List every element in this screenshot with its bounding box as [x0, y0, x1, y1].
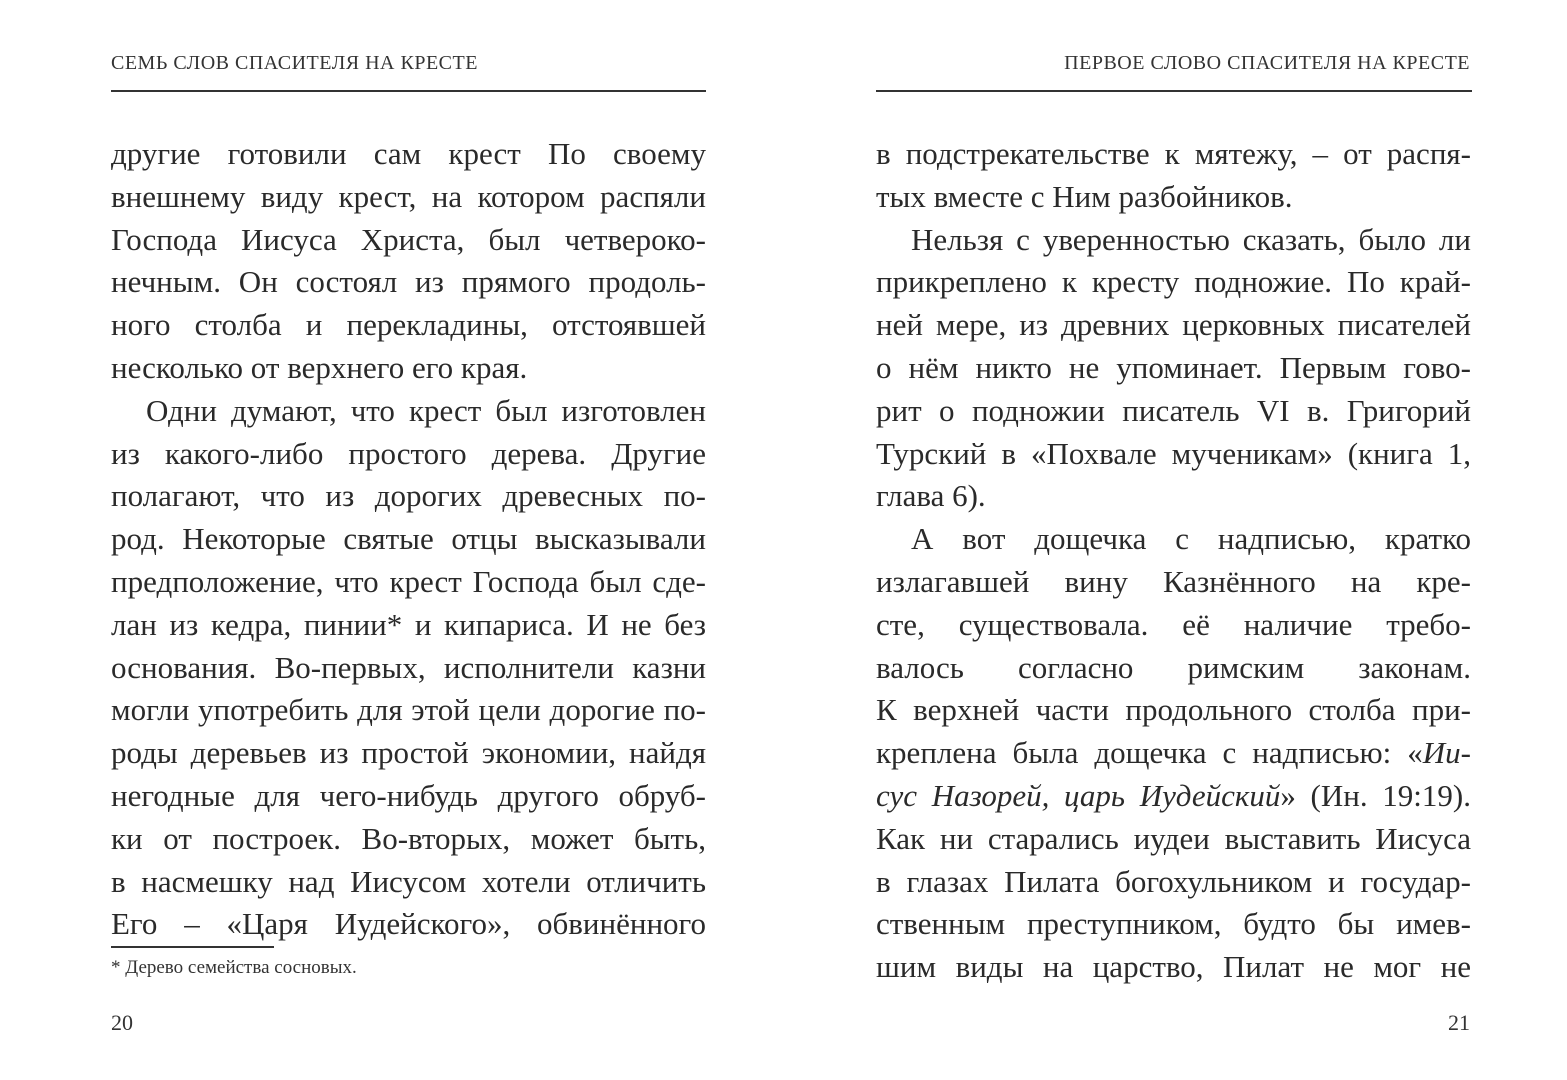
left-header-rule	[111, 90, 706, 92]
text-segment: » (Ин. 19:19).	[1280, 777, 1471, 813]
text-line: другие готовили сам крест По своему	[111, 136, 706, 171]
text-line: нечным. Он состоял из прямого продоль-	[111, 264, 706, 300]
footnote: * Дерево семейства сосновых.	[111, 957, 357, 978]
footnote-rule	[111, 946, 274, 948]
text-line: основания. Во-первых, исполнители казни	[111, 649, 706, 685]
text-line: излагавшей вину Казнённого на кре-	[876, 563, 1471, 599]
right-page	[783, 0, 1567, 1080]
text-line: род. Некоторые святые отцы высказывали	[111, 521, 706, 557]
text-line: тых вместе с Ним разбойников.	[876, 178, 1293, 214]
text-line: Одни думают, что крест был изготовлен	[146, 392, 706, 428]
text-line: А вот дощечка с надписью, кратко	[911, 521, 1471, 557]
text-line: в насмешку над Иисусом хотели отличить	[111, 863, 706, 899]
text-line: Нельзя с уверенностью сказать, было ли	[911, 221, 1471, 257]
text-line: Турский в «Похвале мученикам» (книга 1,	[876, 435, 1471, 471]
text-line: полагают, что из дорогих древесных по-	[111, 478, 706, 514]
text-line: Его – «Царя Иудейского», обвинённого	[111, 906, 706, 942]
text-line: в подстрекательстве к мятежу, – от распя-	[876, 136, 1471, 171]
right-running-head: ПЕРВОЕ СЛОВО СПАСИТЕЛЯ НА КРЕСТЕ	[1064, 52, 1470, 74]
italic-quote: Ии-	[1422, 735, 1471, 771]
text-line: в глазах Пилата богохульником и государ-	[876, 863, 1471, 899]
text-line: прикреплено к кресту подножие. По край-	[876, 264, 1471, 300]
text-line: Как ни старались иудеи выставить Иисуса	[876, 820, 1471, 856]
text-line: внешнему виду крест, на котором распяли	[111, 178, 706, 214]
text-line: лан из кедра, пинии* и кипариса. И не без	[111, 606, 706, 642]
right-body-text	[876, 133, 1471, 989]
text-line: могли употребить для этой цели дорогие по-	[111, 692, 706, 728]
text-line: о нём никто не упоминает. Первым гово-	[876, 349, 1471, 385]
left-running-head: СЕМЬ СЛОВ СПАСИТЕЛЯ НА КРЕСТЕ	[111, 52, 478, 74]
text-line: ственным преступником, будто бы имев-	[876, 906, 1471, 942]
text-line: ного столба и перекладины, отстоявшей	[111, 307, 706, 343]
left-body-text	[111, 133, 706, 946]
text-line: Господа Иисуса Христа, был четвероко-	[111, 221, 706, 257]
text-line: валось согласно римским законам.	[876, 649, 1471, 685]
text-line: ки от построек. Во-вторых, может быть,	[111, 820, 706, 856]
text-line: глава 6).	[876, 478, 986, 514]
text-line: К верхней части продольного столба при-	[876, 692, 1471, 728]
text-line: негодные для чего-нибудь другого обруб-	[111, 777, 706, 813]
text-line: из какого-либо простого дерева. Другие	[111, 435, 706, 471]
text-segment: креплена была дощечка с надписью: «	[876, 735, 1423, 771]
text-line: предположение, что крест Господа был сде-	[111, 563, 706, 599]
page-number-right: 21	[1448, 1010, 1470, 1035]
left-page	[0, 0, 783, 1080]
right-header-rule	[876, 90, 1472, 92]
text-line: ней мере, из древних церковных писателей	[876, 307, 1471, 343]
text-line: роды деревьев из простой экономии, найдя	[111, 735, 706, 771]
text-line: несколько от верхнего его края.	[111, 349, 528, 385]
text-line	[876, 775, 1471, 818]
text-line: сте, существовала. её наличие требо-	[876, 606, 1471, 642]
text-line: рит о подножии писатель VI в. Григорий	[876, 392, 1471, 428]
text-line	[876, 732, 1471, 775]
text-line: шим виды на царство, Пилат не мог не	[876, 949, 1471, 985]
italic-quote: сус Назорей, царь Иудейский	[876, 777, 1281, 813]
page-number-left: 20	[111, 1010, 133, 1035]
